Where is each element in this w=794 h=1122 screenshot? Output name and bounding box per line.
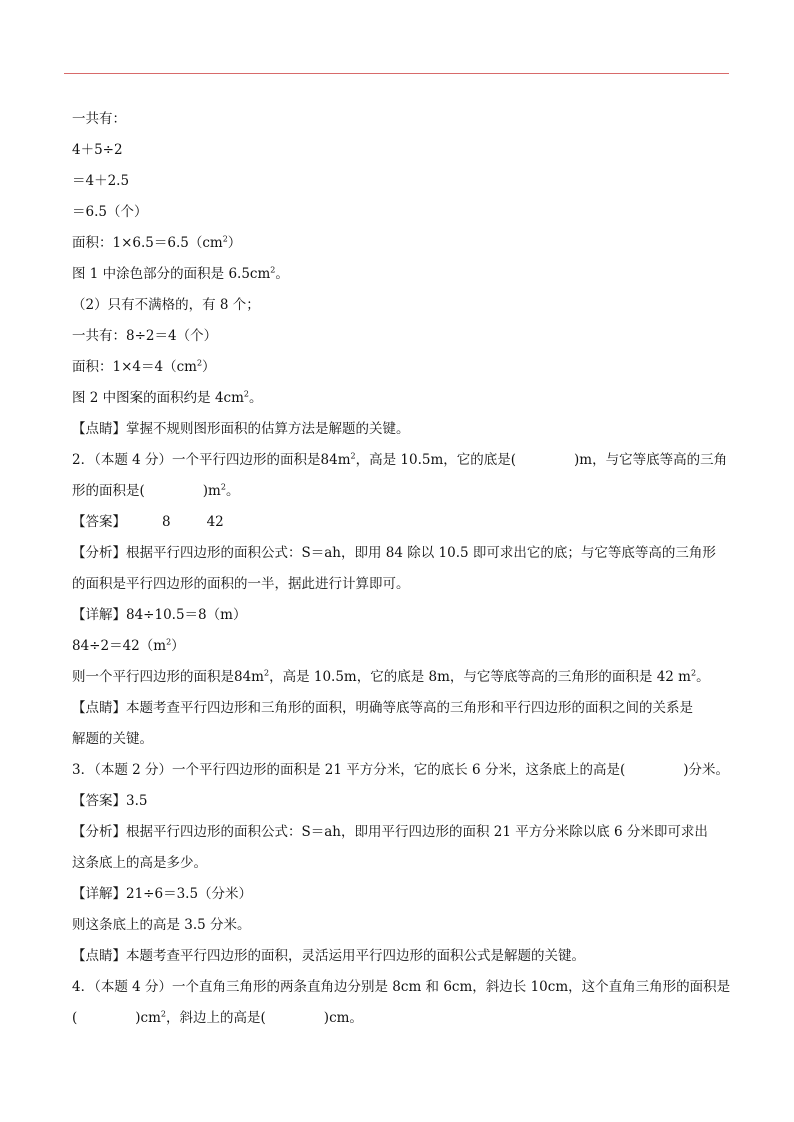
- question-4: 4．（本题 4 分）一个直角三角形的两条直角边分别是 8cm 和 6cm，斜边长 10cm，这个直角三角形的面积是: [72, 979, 731, 995]
- detail-line: 【详解】21÷6＝3.5（分米）: [72, 886, 253, 902]
- tip-line: 【点睛】本题考查平行四边形和三角形的面积，明确等底等高的三角形和平行四边形的面积之间的关系是: [72, 700, 693, 716]
- analysis-line: 这条底上的高是多少。: [72, 855, 207, 871]
- tip-line: 【点睛】本题考查平行四边形的面积，灵活运用平行四边形的面积公式是解题的关键。: [72, 948, 585, 964]
- detail-line: 则这条底上的高是 3.5 分米。: [72, 917, 251, 933]
- analysis-line: 【分析】根据平行四边形的面积公式：S＝ah，即用 84 除以 10.5 即可求出它的底；与它等底等高的三角形: [72, 545, 716, 561]
- tip-line: 解题的关键。: [72, 731, 153, 747]
- detail-line: 【详解】84÷10.5＝8（m）: [72, 607, 247, 623]
- answer-line: 【答案】3.5: [72, 793, 148, 809]
- detail-line: 则一个平行四边形的面积是$84m^2$，高是 10.5m，它的底是 8m，与它等底等高的三角形的面积是 42 $m^2$。: [72, 668, 710, 685]
- header-rule: [64, 73, 729, 74]
- text-line: 一共有：8÷2＝4（个）: [72, 328, 218, 344]
- tip-line: 【点睛】掌握不规则图形面积的估算方法是解题的关键。: [72, 421, 410, 437]
- detail-line: $84\div 2=42(m^2)$: [72, 637, 185, 654]
- text-line: 一共有：: [72, 111, 126, 127]
- equation-line: ＝6.5（个）: [72, 204, 148, 220]
- equation-line: 4＋5÷2: [72, 142, 123, 158]
- text-line: （2）只有不满格的，有 8 个；: [72, 297, 260, 313]
- document-body: [72, 104, 732, 1034]
- analysis-line: 【分析】根据平行四边形的面积公式：S＝ah，即用平行四边形的面积 21 平方分米除以底 6 分米即可求出: [72, 824, 708, 840]
- figure1-area-line: 图 1 中涂色部分的面积是 $6.5cm^2$。: [72, 265, 289, 282]
- question-3: 3．（本题 2 分）一个平行四边形的面积是 21 平方分米，它的底长 6 分米，这条底上的高是( )分米。: [72, 762, 729, 778]
- area-line: 面积：$1\times 4=4(cm^2)$: [72, 358, 216, 375]
- equation-line: ＝4＋2.5: [72, 173, 130, 189]
- figure2-area-line: 图 2 中图案的面积约是 $4cm^2$。: [72, 389, 263, 406]
- question-2-cont: 形的面积是( )$m^2$。: [72, 482, 240, 499]
- question-4-cont: ( )$cm^2$，斜边上的高是( )cm。: [72, 1009, 363, 1026]
- answer-line: 【答案】 8 42: [72, 514, 224, 530]
- area-line: 面积：$1\times 6.5=6.5(cm^2)$: [72, 234, 242, 251]
- question-2: 2．（本题 4 分）一个平行四边形的面积是$84m^2$，高是 10.5m，它的底是( )m，与它等底等高的三角: [72, 451, 728, 468]
- analysis-line: 的面积是平行四边形的面积的一半，据此进行计算即可。: [72, 576, 410, 592]
